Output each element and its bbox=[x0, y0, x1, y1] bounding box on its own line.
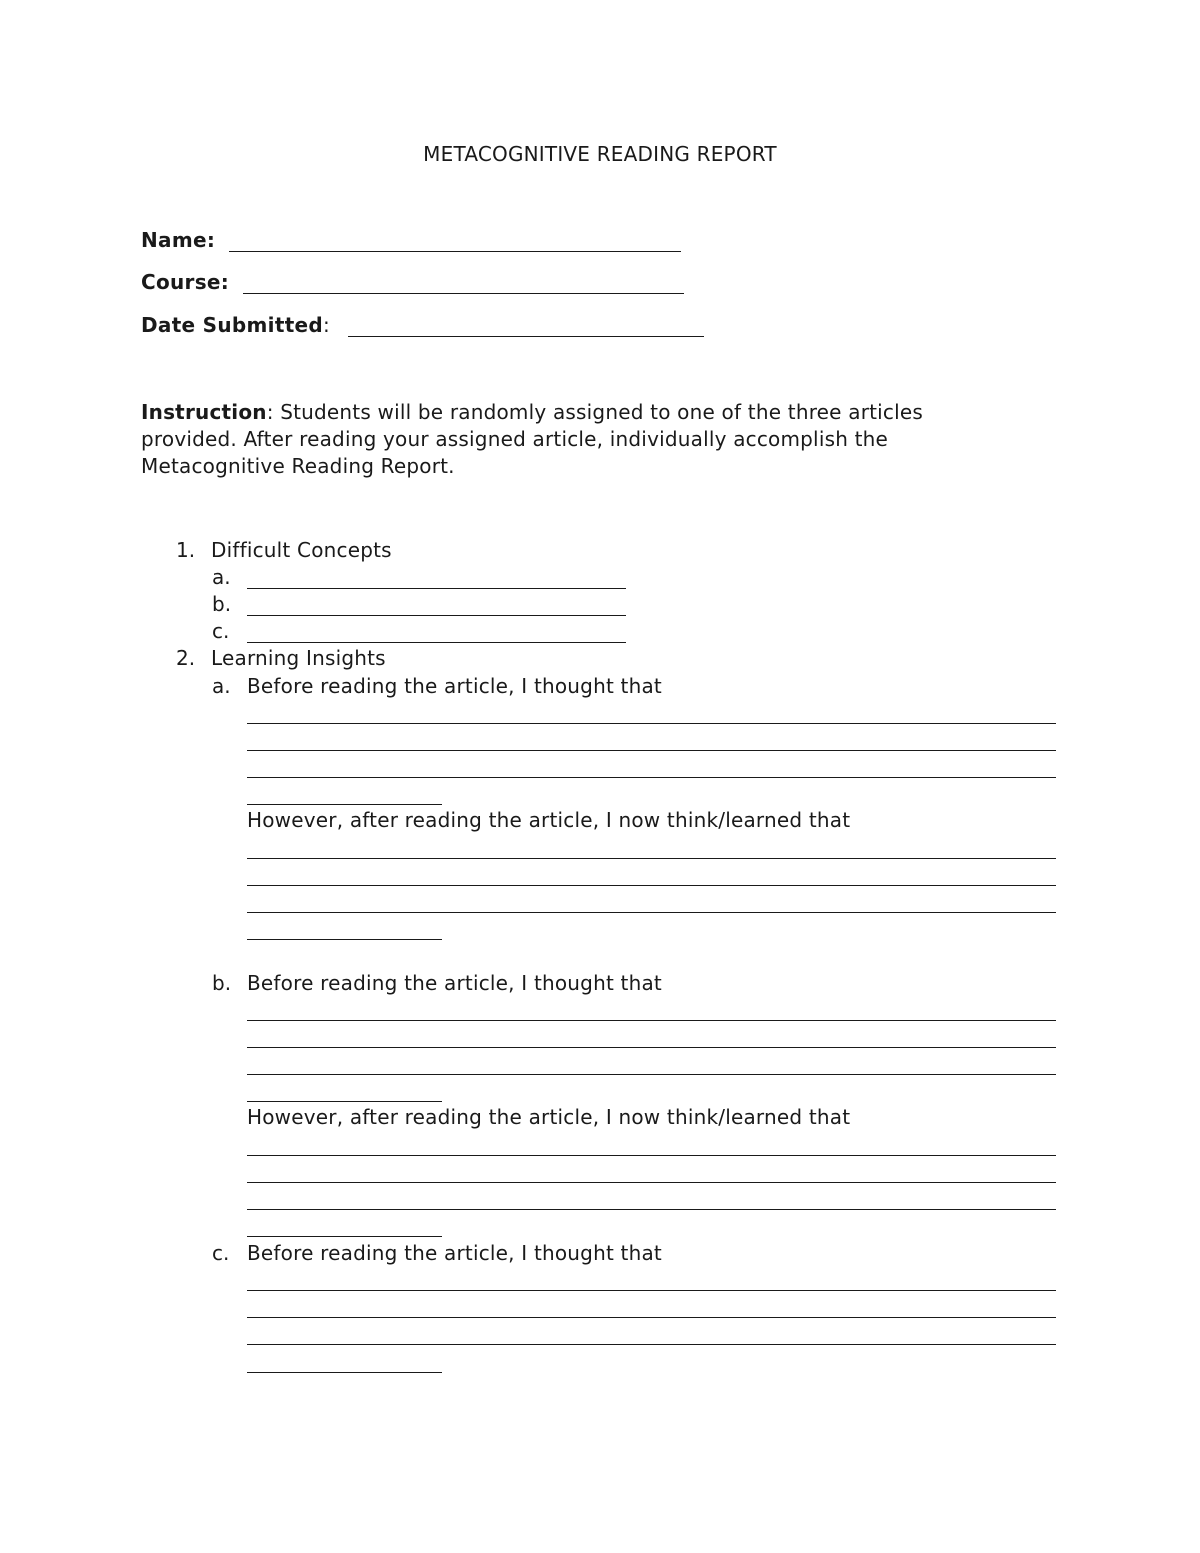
insight-a-marker: a. bbox=[212, 674, 231, 698]
insight-a-before-line-4[interactable] bbox=[247, 804, 442, 805]
instruction-paragraph bbox=[141, 399, 1021, 480]
insight-b-before-line-2[interactable] bbox=[247, 1047, 1056, 1048]
insight-c-before-prompt: Before reading the article, I thought that bbox=[247, 1241, 662, 1265]
insight-b-marker: b. bbox=[212, 971, 232, 995]
insight-b-after-line-3[interactable] bbox=[247, 1209, 1056, 1210]
date-submitted-label: Date Submitted bbox=[141, 313, 324, 337]
insight-b-after-line-1[interactable] bbox=[247, 1155, 1056, 1156]
item-1-label: Difficult Concepts bbox=[211, 538, 392, 562]
insight-a-after-line-1[interactable] bbox=[247, 858, 1056, 859]
insight-b-after-line-4[interactable] bbox=[247, 1236, 442, 1237]
name-label: Name: bbox=[141, 228, 216, 252]
insight-c-before-line-1[interactable] bbox=[247, 1290, 1056, 1291]
instruction-label: Instruction bbox=[141, 400, 267, 424]
insight-c-before-line-2[interactable] bbox=[247, 1317, 1056, 1318]
item-1-number: 1. bbox=[176, 538, 196, 562]
concept-c-field[interactable] bbox=[247, 642, 626, 643]
item-2-label: Learning Insights bbox=[211, 646, 386, 670]
course-field[interactable] bbox=[243, 293, 684, 294]
insight-b-before-prompt: Before reading the article, I thought that bbox=[247, 971, 662, 995]
name-field[interactable] bbox=[229, 251, 681, 252]
insight-a-after-prompt: However, after reading the article, I now think/learned that bbox=[247, 808, 851, 832]
insight-c-before-line-4[interactable] bbox=[247, 1372, 442, 1373]
course-label: Course: bbox=[141, 270, 230, 294]
insight-b-after-line-2[interactable] bbox=[247, 1182, 1056, 1183]
insight-a-before-line-2[interactable] bbox=[247, 750, 1056, 751]
insight-b-after-prompt: However, after reading the article, I now think/learned that bbox=[247, 1105, 851, 1129]
insight-b-before-line-1[interactable] bbox=[247, 1020, 1056, 1021]
insight-b-before-line-3[interactable] bbox=[247, 1074, 1056, 1075]
insight-c-before-line-3[interactable] bbox=[247, 1344, 1056, 1345]
concept-b-field[interactable] bbox=[247, 615, 626, 616]
concept-a-marker: a. bbox=[212, 565, 231, 589]
insight-a-after-line-3[interactable] bbox=[247, 912, 1056, 913]
item-2-number: 2. bbox=[176, 646, 196, 670]
concept-b-marker: b. bbox=[212, 592, 232, 616]
date-submitted-field[interactable] bbox=[348, 336, 704, 337]
insight-a-after-line-2[interactable] bbox=[247, 885, 1056, 886]
concept-a-field[interactable] bbox=[247, 588, 626, 589]
date-colon: : bbox=[323, 313, 330, 337]
insight-b-before-line-4[interactable] bbox=[247, 1101, 442, 1102]
insight-a-before-line-3[interactable] bbox=[247, 777, 1056, 778]
insight-a-after-line-4[interactable] bbox=[247, 939, 442, 940]
insight-c-marker: c. bbox=[212, 1241, 230, 1265]
insight-a-before-prompt: Before reading the article, I thought that bbox=[247, 674, 662, 698]
date-label-group bbox=[141, 315, 330, 335]
instruction-text: : Students will be randomly assigned to one of the three articles provided. After reading your assigned article, individually accomplish the Metacognitive Reading Report. bbox=[141, 400, 923, 478]
insight-a-before-line-1[interactable] bbox=[247, 723, 1056, 724]
page-title: METACOGNITIVE READING REPORT bbox=[423, 142, 777, 166]
concept-c-marker: c. bbox=[212, 619, 230, 643]
